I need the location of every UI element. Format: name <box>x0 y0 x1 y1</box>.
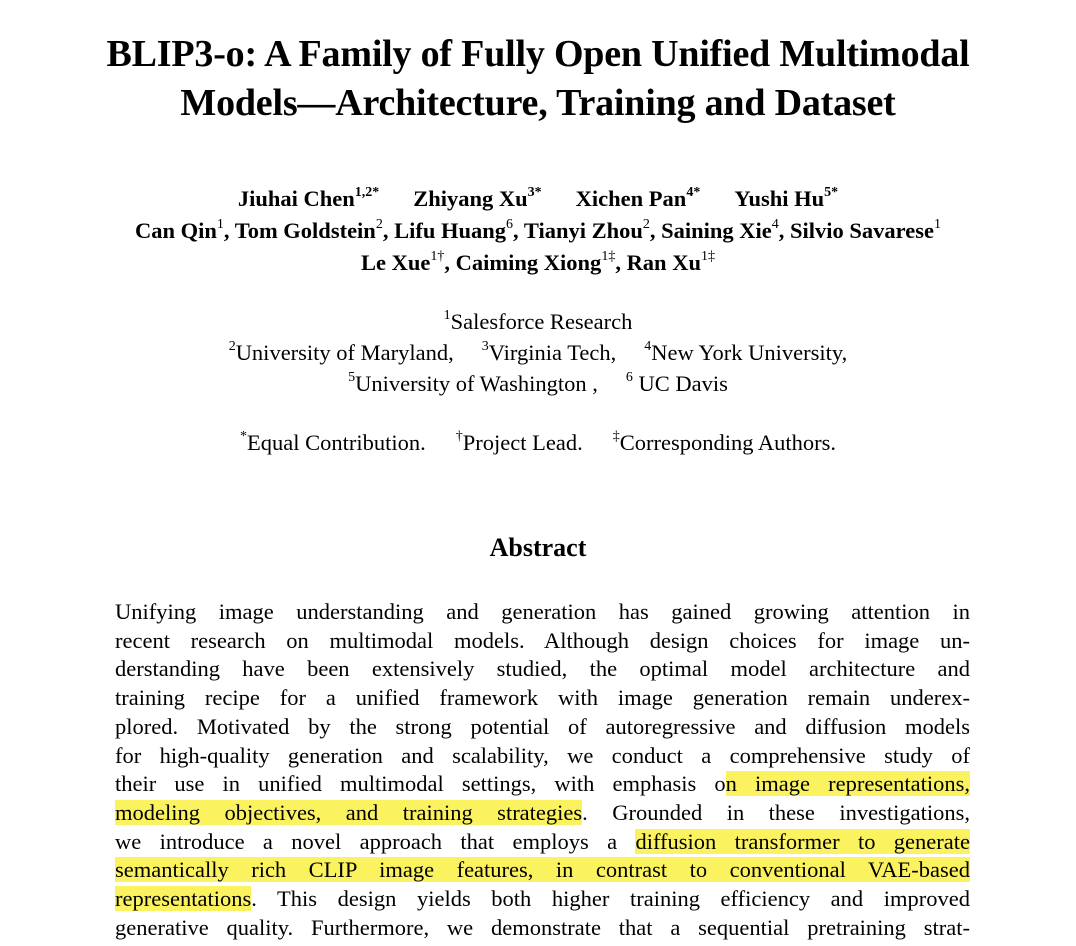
affiliation-name: New York University, <box>651 340 848 365</box>
abstract-line <box>115 828 970 857</box>
abstract-text: . Grounded in these investigations, <box>582 799 970 825</box>
abstract-line <box>115 885 970 914</box>
author-separator: , <box>223 218 230 243</box>
note-marker: * <box>240 428 248 444</box>
author-name: Ran Xu <box>626 250 701 275</box>
abstract-text: Unifying image understanding and generation has gained growing attention in <box>115 599 970 624</box>
author-name: Can Qin <box>135 218 217 243</box>
highlighted-text: modeling objectives, and training strategies <box>115 799 583 825</box>
abstract-line <box>115 914 970 943</box>
highlighted-text: diffusion transformer to generate <box>635 828 970 854</box>
abstract-line <box>115 770 970 799</box>
affiliation-line <box>0 337 1076 368</box>
author-name: Xichen Pan <box>575 186 687 211</box>
author-separator: , <box>649 218 656 243</box>
paper-title-line: BLIP3-o: A Family of Fully Open Unified Multimodal <box>106 33 970 75</box>
paper-title <box>0 30 1076 128</box>
author-name: Le Xue <box>361 250 431 275</box>
author-separator: , <box>444 250 451 275</box>
author-name: Silvio Savarese <box>790 218 934 243</box>
affiliation-name: Virginia Tech, <box>488 340 617 365</box>
affiliation-line <box>0 368 1076 399</box>
note-text: Corresponding Authors. <box>619 430 836 455</box>
author-separator: , <box>778 218 785 243</box>
abstract-line <box>115 742 970 771</box>
author-separator: , <box>615 250 621 275</box>
affiliation-marker: 2 <box>228 338 236 354</box>
author-affiliation-marker: 1† <box>430 248 445 264</box>
author-line <box>0 247 1076 279</box>
abstract-text: recent research on multimodal models. Although design choices for image un- <box>115 627 970 653</box>
author-name: Zhiyang Xu <box>413 186 528 211</box>
author-affiliation-marker: 1‡ <box>700 248 715 264</box>
affiliation-name: UC Davis <box>632 371 728 396</box>
author-affiliation-marker: 1‡ <box>601 248 616 264</box>
contribution-notes <box>0 427 1076 458</box>
author-name: Tianyi Zhou <box>523 218 643 243</box>
affiliation-marker: 4 <box>644 338 652 354</box>
highlighted-text: representations <box>115 886 252 912</box>
affiliation-name: University of Maryland, <box>235 340 454 365</box>
author-affiliation-marker: 4* <box>686 184 701 200</box>
author-affiliation-marker: 1 <box>934 216 941 232</box>
abstract-text: training recipe for a unified framework with image generation remain underex- <box>115 685 970 711</box>
affiliation-marker: 5 <box>348 369 356 385</box>
highlighted-text: semantically rich CLIP image features, in contrast to conventional VAE-based <box>115 857 970 883</box>
author-affiliation-marker: 1 <box>216 216 224 232</box>
note-text: Project Lead. <box>462 430 583 455</box>
abstract-text: we introduce a novel approach that employs a <box>115 828 636 854</box>
affiliation-name: Salesforce Research <box>450 309 633 334</box>
abstract-line <box>115 598 970 627</box>
abstract-text: . This design yields both higher training efficiency and improved <box>251 886 970 912</box>
abstract-text: their use in unified multimodal settings, with emphasis o <box>115 771 726 797</box>
author-line <box>0 215 1076 247</box>
author-affiliation-marker: 3* <box>527 184 542 200</box>
abstract-line <box>115 799 970 828</box>
affiliation-marker: 3 <box>481 338 489 354</box>
author-affiliation-marker: 5* <box>824 184 839 200</box>
author-name: Yushi Hu <box>734 186 825 211</box>
affiliation-marker: 6 <box>625 369 633 385</box>
affiliation-name: University of Washington , <box>355 371 598 396</box>
abstract-line <box>115 627 970 656</box>
abstract-text: generative quality. Furthermore, we demonstrate that a sequential pretraining strat- <box>115 914 970 940</box>
author-name: Lifu Huang <box>394 218 506 243</box>
paper-title-line: Models—Architecture, Training and Dataset <box>180 82 896 124</box>
affiliation-list <box>0 306 1076 399</box>
author-separator: , <box>382 218 389 243</box>
abstract-text: derstanding have been extensively studied, the optimal model architecture and <box>115 656 970 682</box>
abstract-body <box>115 598 970 942</box>
author-affiliation-marker: 2 <box>642 216 650 232</box>
author-name: Saining Xie <box>661 218 772 243</box>
abstract-line <box>115 856 970 885</box>
abstract-heading: Abstract <box>489 533 587 562</box>
note-marker: † <box>455 428 463 444</box>
author-name: Jiuhai Chen <box>237 186 355 211</box>
affiliation-line <box>0 306 1076 337</box>
abstract-text: plored. Motivated by the strong potential of autoregressive and diffusion models <box>115 713 970 739</box>
author-line <box>0 183 1076 215</box>
abstract-text: for high-quality generation and scalability, we conduct a comprehensive study of <box>115 742 970 768</box>
abstract-line <box>115 684 970 713</box>
author-name: Caiming Xiong <box>455 250 602 275</box>
author-separator: , <box>513 218 519 243</box>
author-name: Tom Goldstein <box>234 218 376 243</box>
author-list <box>0 183 1076 279</box>
author-affiliation-marker: 4 <box>771 216 779 232</box>
author-affiliation-marker: 1,2* <box>354 184 380 200</box>
author-affiliation-marker: 2 <box>375 216 383 232</box>
note-marker: ‡ <box>612 428 620 444</box>
note-text: Equal Contribution. <box>247 430 426 455</box>
abstract-line <box>115 655 970 684</box>
highlighted-text: n image representations, <box>725 771 970 797</box>
abstract-line <box>115 713 970 742</box>
affiliation-marker: 1 <box>443 307 451 323</box>
author-affiliation-marker: 6 <box>506 216 513 232</box>
